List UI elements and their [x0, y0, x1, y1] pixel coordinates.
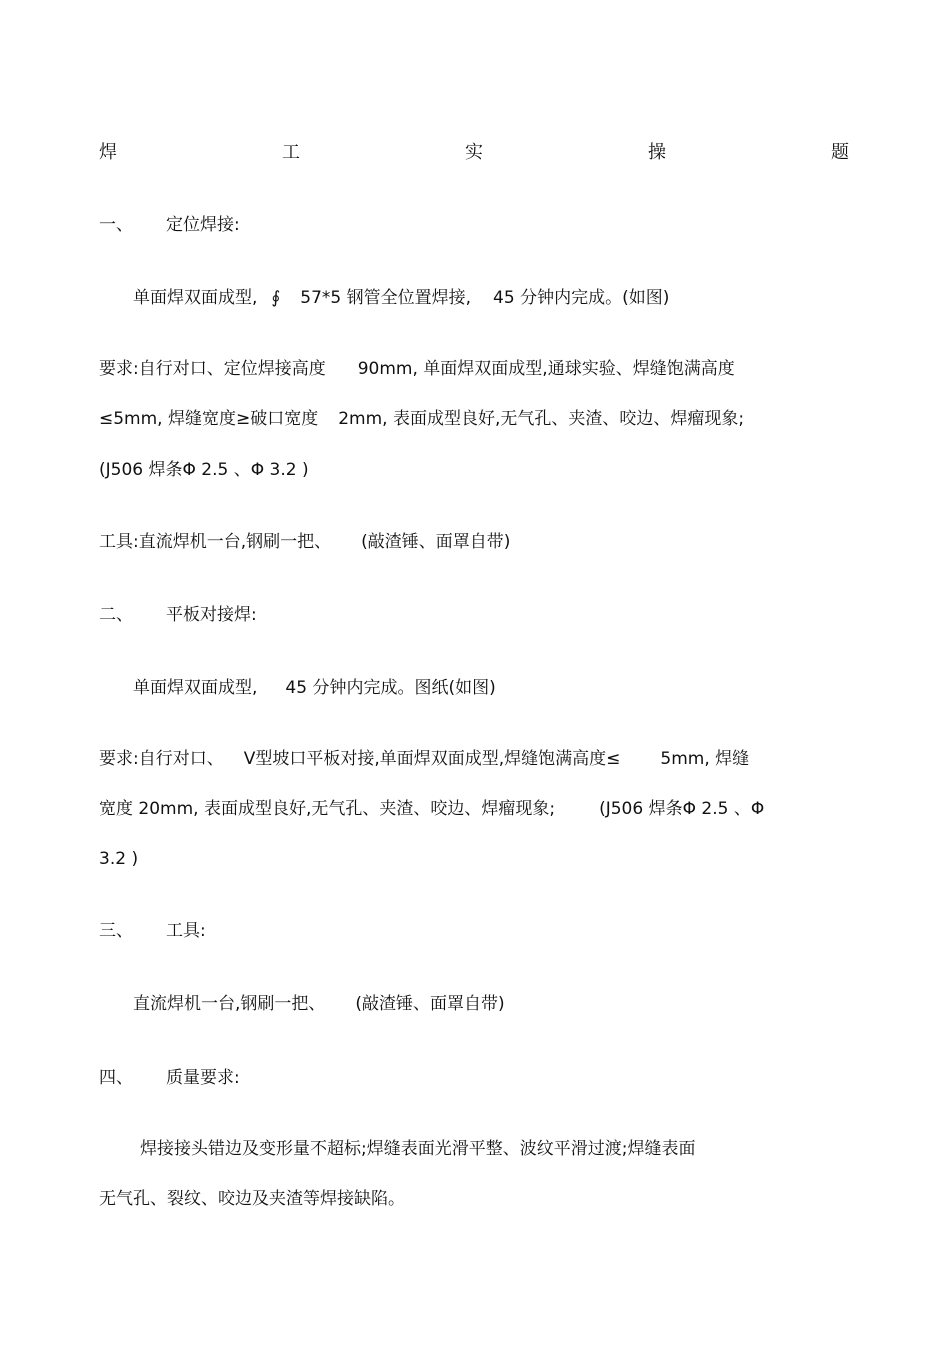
- text-run: ∮: [271, 288, 281, 308]
- paragraph-line: [99, 797, 764, 821]
- paragraph-line: [133, 992, 505, 1016]
- title-char: 题: [831, 142, 849, 163]
- title-char: 实: [465, 142, 483, 163]
- paragraph-line: (J506 焊条Φ 2.5 、Φ 3.2 ): [99, 460, 309, 480]
- text-run: 45 分钟内完成。(如图): [493, 288, 670, 308]
- paragraph-line: [99, 530, 510, 554]
- section-heading: 工具:: [166, 921, 206, 941]
- paragraph-line: 无气孔、裂纹、咬边及夹渣等焊接缺陷。: [99, 1189, 405, 1209]
- paragraph-line: [99, 747, 749, 771]
- section-number: 四、: [99, 1068, 133, 1088]
- text-run: 单面焊双面成型,: [133, 288, 258, 308]
- title-char: 操: [648, 142, 666, 163]
- section-heading: 质量要求:: [166, 1068, 240, 1088]
- paragraph-line: [133, 676, 496, 700]
- paragraph-line: [99, 357, 735, 381]
- text-run: 5mm, 焊缝: [660, 749, 750, 769]
- text-run: ≤5mm, 焊缝宽度≥破口宽度: [99, 409, 319, 429]
- paragraph-line: 3.2 ): [99, 849, 139, 869]
- text-run: 90mm, 单面焊双面成型,通球实验、焊缝饱满高度: [357, 359, 735, 379]
- text-run: (J506 焊条Φ 2.5 、Φ: [599, 799, 765, 819]
- text-run: 直流焊机一台,钢刷一把、: [133, 994, 326, 1014]
- paragraph-line: 焊接接头错边及变形量不超标;焊缝表面光滑平整、波纹平滑过渡;焊缝表面: [140, 1139, 696, 1159]
- paragraph-line: [99, 407, 744, 431]
- text-run: 2mm, 表面成型良好,无气孔、夹渣、咬边、焊瘤现象;: [338, 409, 745, 429]
- text-run: 要求:自行对口、: [99, 749, 224, 769]
- text-run: (敲渣锤、面罩自带): [355, 994, 505, 1014]
- text-run: 45 分钟内完成。图纸(如图): [285, 678, 496, 698]
- text-run: 宽度 20mm, 表面成型良好,无气孔、夹渣、咬边、焊瘤现象;: [99, 799, 556, 819]
- section-number: 一、: [99, 215, 133, 235]
- text-run: 工具:直流焊机一台,钢刷一把、: [99, 532, 332, 552]
- section-heading: 平板对接焊:: [166, 605, 257, 625]
- title-char: 工: [282, 142, 300, 163]
- section-heading: 定位焊接:: [166, 215, 240, 235]
- section-number: 二、: [99, 605, 133, 625]
- section-number: 三、: [99, 921, 133, 941]
- page-title: [99, 141, 849, 165]
- text-run: 单面焊双面成型,: [133, 678, 258, 698]
- text-run: V型坡口平板对接,单面焊双面成型,焊缝饱满高度≤: [243, 749, 621, 769]
- text-run: (敲渣锤、面罩自带): [361, 532, 511, 552]
- paragraph-line: [133, 286, 669, 310]
- text-run: 57*5 钢管全位置焊接,: [300, 288, 472, 308]
- title-char: 焊: [99, 142, 117, 163]
- text-run: 要求:自行对口、定位焊接高度: [99, 359, 326, 379]
